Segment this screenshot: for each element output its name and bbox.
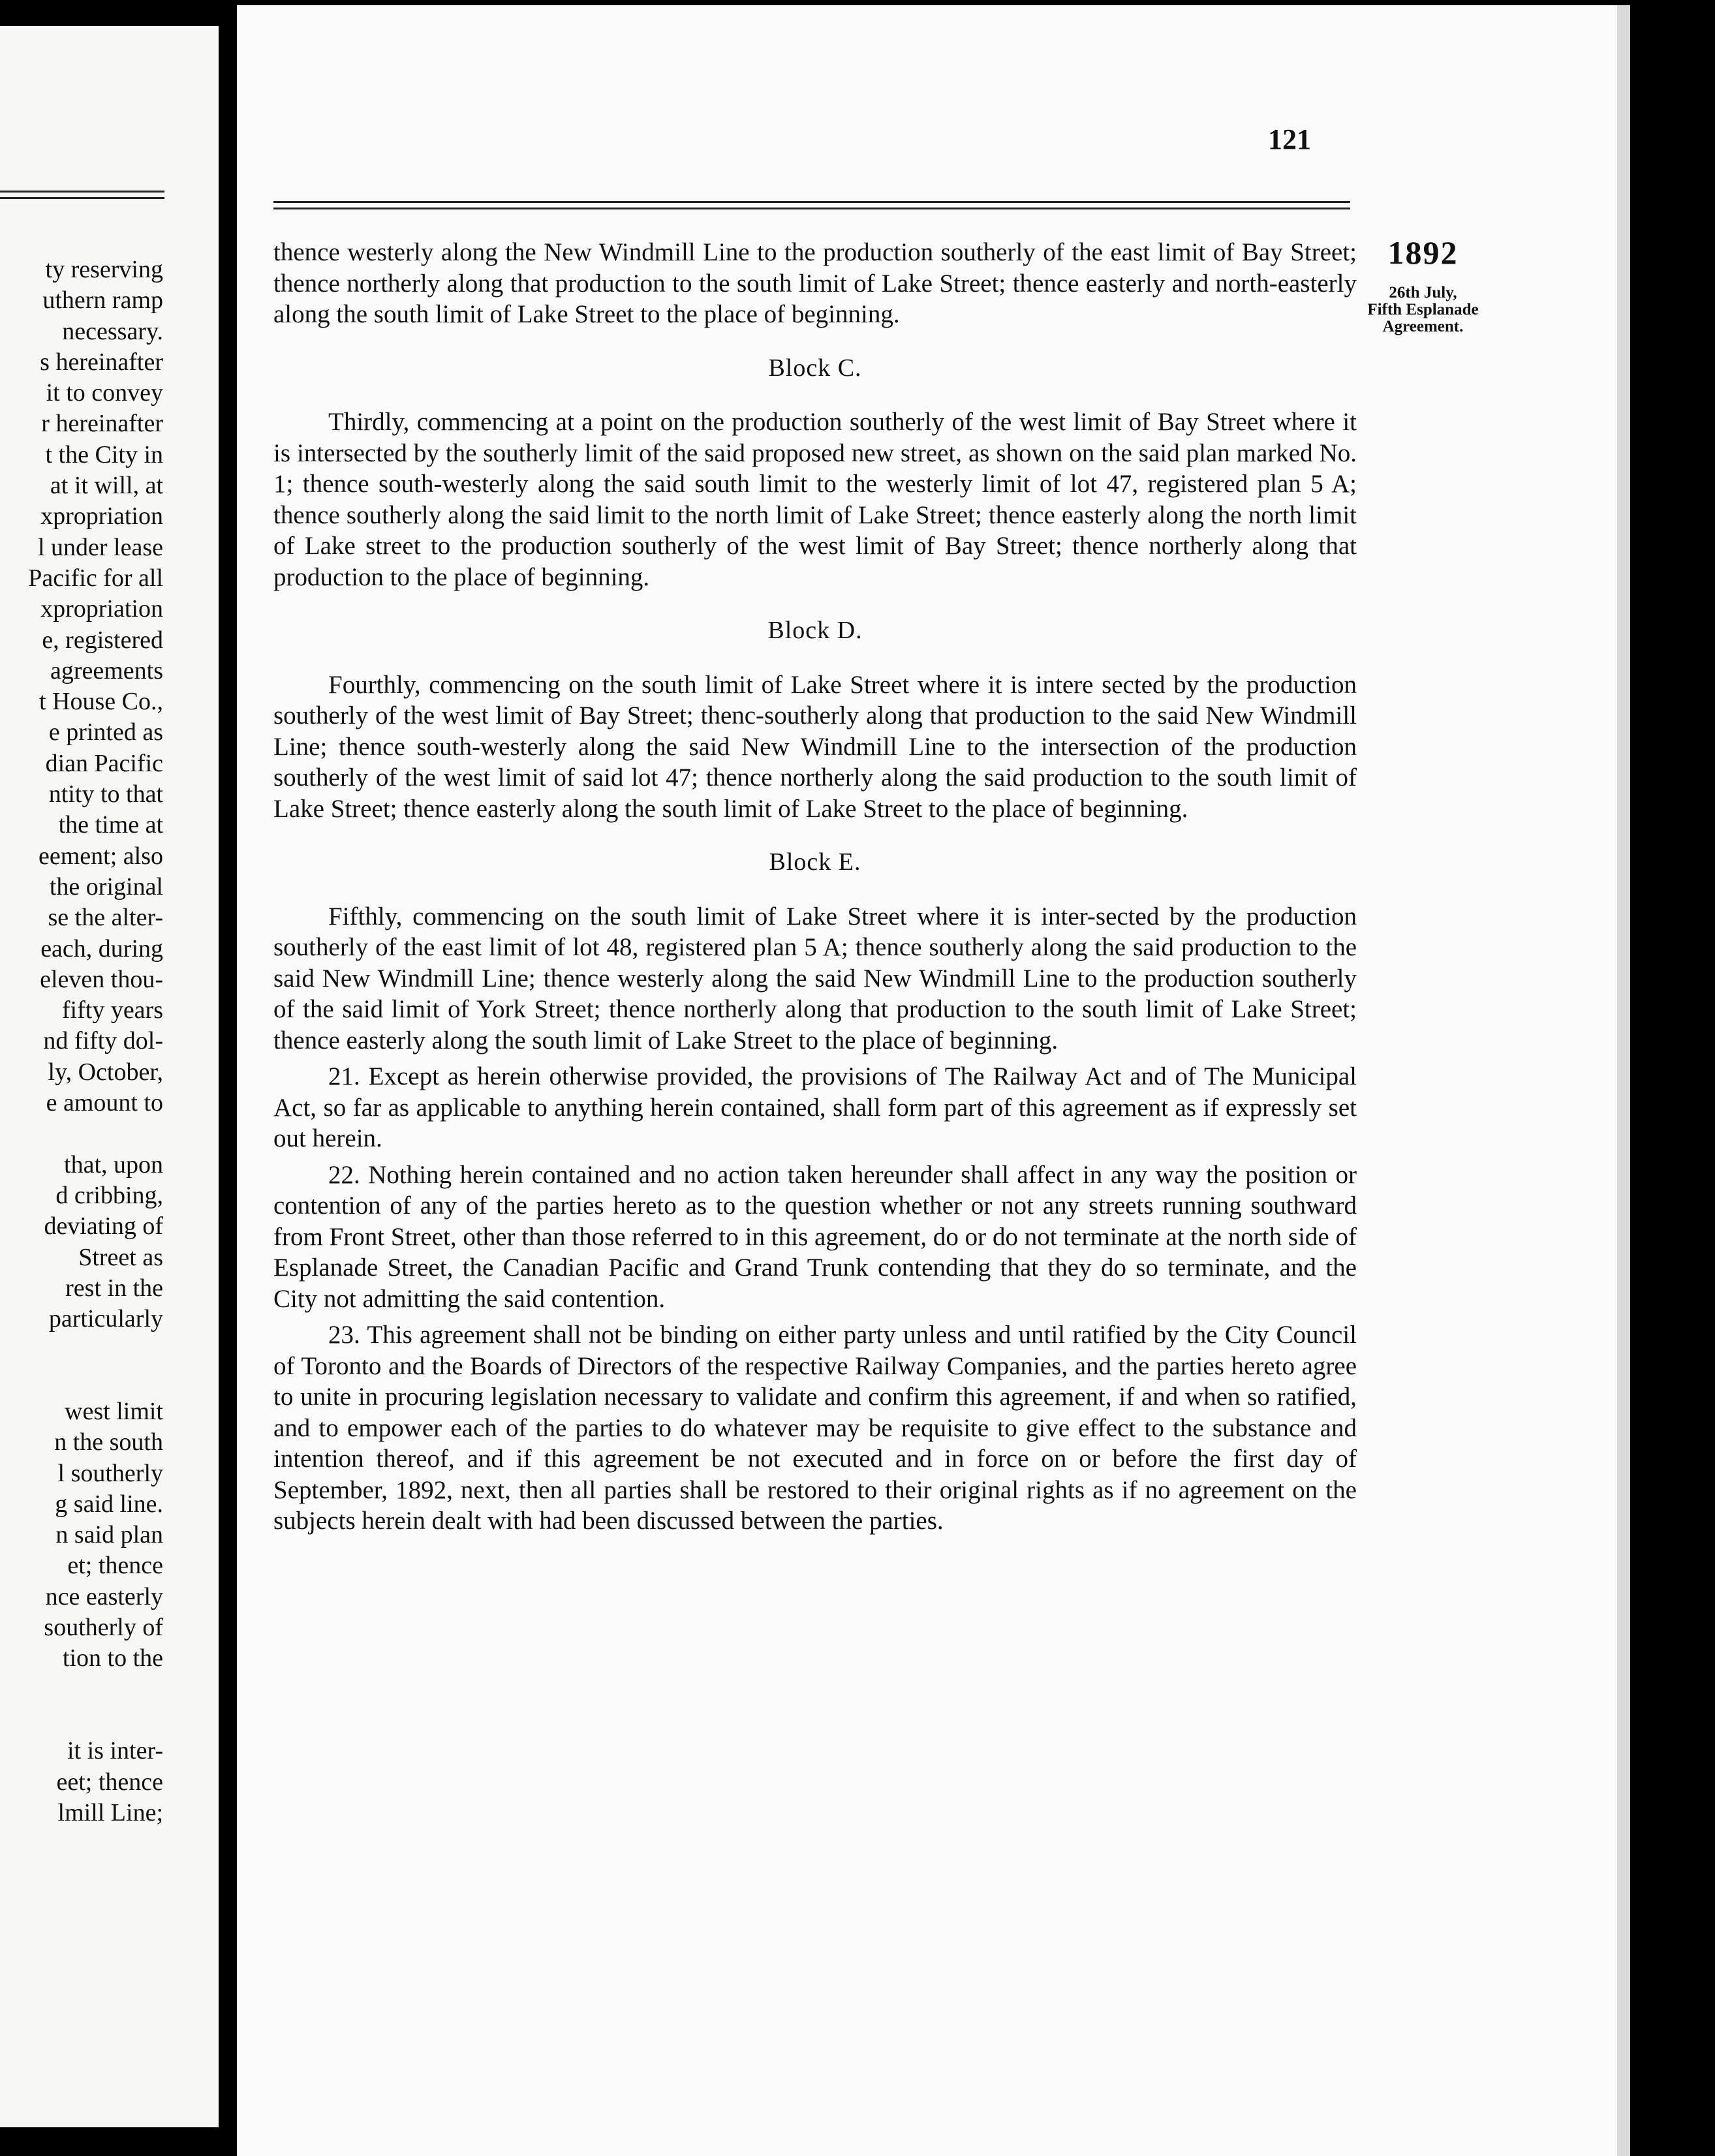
left-page-line: the time at xyxy=(58,811,163,839)
margin-note-date: 26th July, xyxy=(1389,284,1457,301)
left-page-line xyxy=(0,1366,163,1396)
main-text xyxy=(273,237,1357,1537)
block-e-heading: Block E. xyxy=(769,848,861,876)
left-page-line: ly, October, xyxy=(48,1058,163,1086)
left-page-line: agreements xyxy=(50,656,163,685)
left-page-line: nce easterly xyxy=(45,1582,163,1610)
paragraph-22: 22. Nothing herein contained and no action taken hereunder shall affect in any way the position or contention of any of the parties hereto as to the question whether or not any streets running southward from Front Street, other than those referred to in this agreement, do or do not terminate at the north side of Esplanade Street, the Canadian Pacific and Grand Trunk contending that they do so terminate, and the City not admitting the said contention. xyxy=(273,1160,1357,1313)
left-page-line: each, during xyxy=(40,934,163,962)
left-page-line: lmill Line; xyxy=(57,1798,163,1826)
left-page-line: it is inter- xyxy=(67,1737,163,1765)
left-page-line: Street as xyxy=(78,1243,163,1271)
left-page-line: n the south xyxy=(54,1428,163,1456)
left-page-line xyxy=(0,1674,163,1705)
margin-note-title: Fifth Esplanade xyxy=(1367,301,1479,318)
page-edge xyxy=(1617,5,1630,2156)
block-c-paragraph: Thirdly, commencing at a point on the production southerly of the west limit of Bay Street where it is intersected by the southerly limit of the said proposed new street, as shown on the said plan marked No. 1; thence south-westerly along the said south limit to the westerly limit of lot 47, registered plan 5 A; thence southerly along the said limit to the north limit of Lake Street; thence easterly along the north limit of Lake street to the production southerly of the west limit of Bay Street; thence northerly along that production to the place of beginning. xyxy=(273,408,1357,591)
left-page-text xyxy=(0,254,163,1828)
left-page-line: dian Pacific xyxy=(45,749,163,777)
left-page-line: n said plan xyxy=(55,1521,163,1549)
book-gutter xyxy=(219,0,237,2156)
left-page-line: se the alter- xyxy=(48,904,163,932)
margin-note-subtitle: Agreement. xyxy=(1382,318,1464,335)
left-page-line: e, registered xyxy=(42,626,163,654)
margin-year: 1892 xyxy=(1387,234,1459,271)
left-page-line: ntity to that xyxy=(48,780,163,808)
page-number: 121 xyxy=(1268,123,1311,155)
left-page-line: t the City in xyxy=(45,440,163,469)
left-page-line: l under lease xyxy=(37,533,163,561)
left-page-line xyxy=(0,1118,163,1149)
left-page-line: at it will, at xyxy=(50,472,163,500)
left-page-line: Pacific for all xyxy=(28,564,163,592)
left-page-line: tion to the xyxy=(62,1644,163,1672)
paragraph-21: 21. Except as herein otherwise provided, the provisions of The Railway Act and of The Municipal Act, so far as applicable to anything herein contained, shall form part of this agreement as if expressly set out herein. xyxy=(273,1062,1357,1152)
header-rule-2 xyxy=(273,208,1350,209)
margin-note xyxy=(1353,234,1493,335)
left-page-line: ty reserving xyxy=(45,256,163,283)
left-page-line: e printed as xyxy=(48,718,163,747)
intro-paragraph: thence westerly along the New Windmill Line to the production southerly of the east limit of Bay Street; thence northerly along that production to the south limit of Lake Street; thence easterly and north-easterly along the south limit of Lake Street to the place of beginning. xyxy=(273,238,1357,328)
left-page-line: s hereinafter xyxy=(40,348,163,376)
left-page-line xyxy=(0,1334,163,1365)
left-page-line: it to convey xyxy=(46,379,163,407)
left-header-rule-2 xyxy=(0,197,164,199)
left-page-line: nd fifty dol- xyxy=(43,1027,163,1055)
left-page-line: eet; thence xyxy=(56,1768,163,1796)
block-e-paragraph: Fifthly, commencing on the south limit of Lake Street where it is inter-sected by the production southerly of the east limit of lot 48, registered plan 5 A; thence southerly along the said production to the said New Windmill Line; thence westerly along the said New Windmill Line to the production southerly of the said limit of York Street; thence northerly along that production to the south limit of Lake Street; thence easterly along the south limit of Lake Street to the place of beginning. xyxy=(273,902,1357,1055)
left-page-line: southerly of xyxy=(44,1614,163,1642)
paragraph-23: 23. This agreement shall not be binding on either party unless and until ratified by the City Council of Toronto and the Boards of Directors of the respective Railway Companies, and the parties hereto agree to unite in procuring legislation necessary to validate and confirm this agreement, if and when so ratified, and to empower each of the parties to do whatever may be requisite to give effect to the substance and intention thereof, and if this agreement be not executed and in force on or before the first day of September, 1892, next, then all parties shall be restored to their original rights as if no agreement on the subjects herein dealt with had been discussed between the parties. xyxy=(273,1321,1357,1535)
left-page-line: e amount to xyxy=(46,1089,163,1117)
left-page-line: eement; also xyxy=(39,842,163,870)
left-page-line: eleven thou- xyxy=(40,965,163,993)
left-page-line: g said line. xyxy=(55,1490,163,1518)
left-page-line: that, upon xyxy=(64,1150,163,1178)
left-page-line: et; thence xyxy=(67,1552,163,1580)
left-page xyxy=(0,26,219,2127)
left-page-line: deviating of xyxy=(44,1212,163,1240)
block-c-heading: Block C. xyxy=(768,354,862,382)
left-page-line: xpropriation xyxy=(40,502,163,531)
block-d-paragraph: Fourthly, commencing on the south limit of Lake Street where it is intere sected by the production southerly of the west limit of Bay Street; thenc-southerly along that production to the said New Windmill Line; thence south-westerly along the said New Windmill Line to the intersection of the production southerly of the west limit of said lot 47; thence northerly along the said production to the south limit of Lake Street; thence easterly along the south limit of Lake Street to the place of beginning. xyxy=(273,670,1357,823)
header-rule xyxy=(273,201,1350,203)
left-header-rule xyxy=(0,191,164,192)
right-page xyxy=(237,5,1630,2156)
left-page-line: uthern ramp xyxy=(42,286,163,315)
left-page-line: r hereinafter xyxy=(41,410,163,438)
left-page-line: rest in the xyxy=(65,1274,163,1302)
left-page-line: xpropriation xyxy=(40,595,163,623)
left-page-line: the original xyxy=(49,872,163,901)
block-d-heading: Block D. xyxy=(767,617,863,644)
left-page-line: necessary. xyxy=(62,317,163,345)
left-page-line: west limit xyxy=(65,1397,163,1425)
left-page-line: d cribbing, xyxy=(55,1181,163,1209)
left-page-line: particularly xyxy=(48,1305,163,1333)
left-page-line xyxy=(0,1705,163,1736)
left-page-line: l southerly xyxy=(57,1459,163,1487)
left-page-line: t House Co., xyxy=(39,688,163,716)
left-page-line: fifty years xyxy=(61,996,163,1024)
